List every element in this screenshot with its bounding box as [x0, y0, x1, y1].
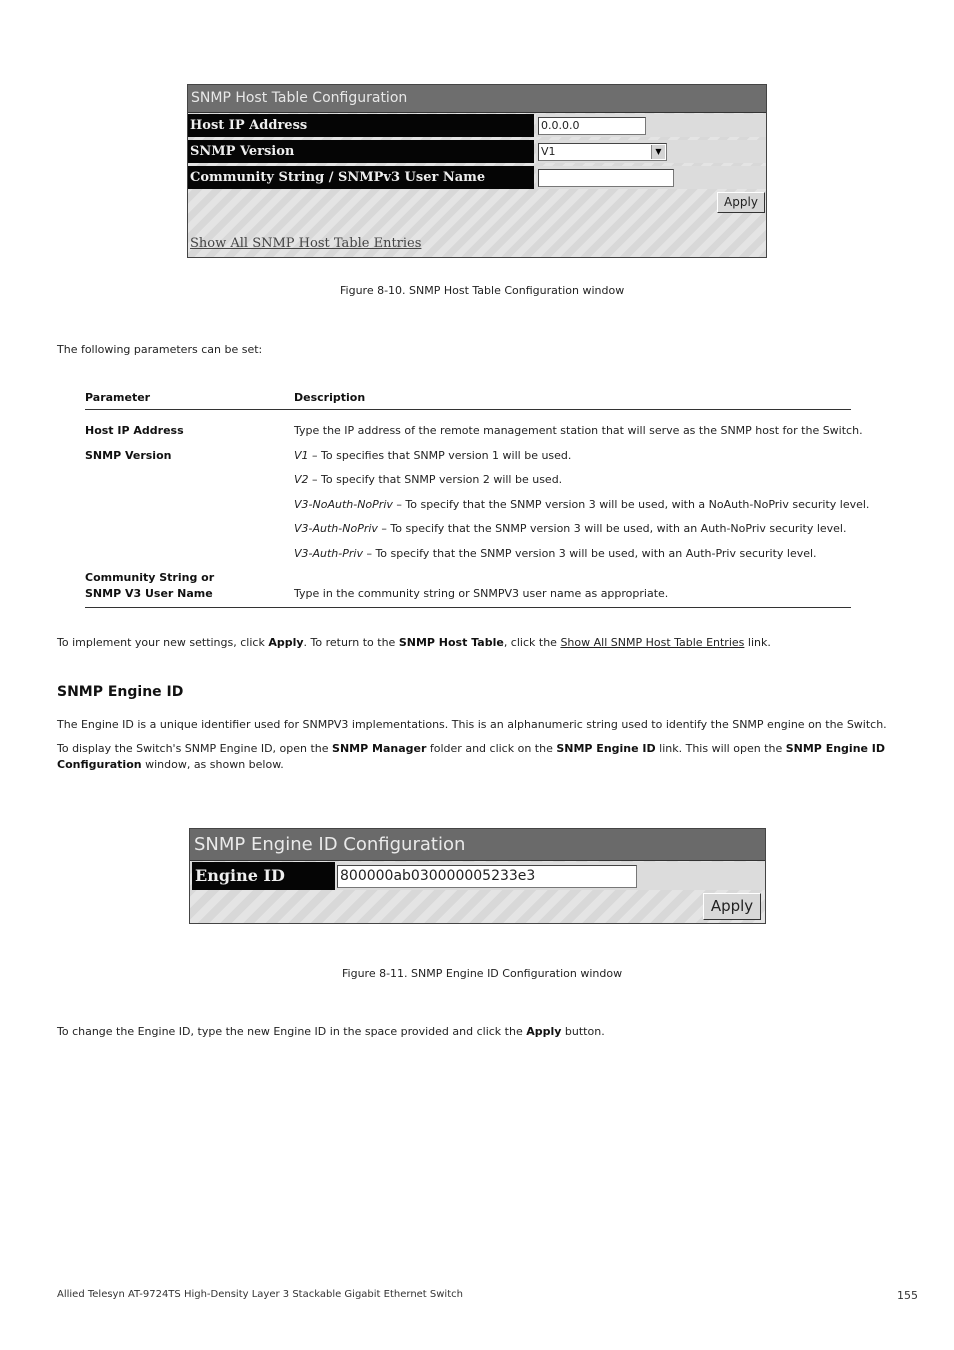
- footer-product: Allied Telesyn AT-9724TS High-Density Layer 3 Stackable Gigabit Ethernet Switch: [57, 1289, 463, 1300]
- param-host-ip: Host IP Address: [85, 424, 184, 437]
- bold-engine-id-config: SNMP Engine ID Configuration: [57, 742, 886, 771]
- window-title: SNMP Engine ID Configuration: [190, 829, 765, 861]
- desc-text: – To specify that the SNMP version 3 will be used, with an Auth-Priv security level.: [362, 547, 817, 560]
- desc-snmp-v1: [294, 449, 571, 462]
- chevron-down-icon[interactable]: ▼: [651, 145, 665, 159]
- term-v3-auth-nopriv: V3-Auth-NoPriv: [294, 522, 378, 535]
- term-v2: V2: [294, 473, 309, 486]
- param-community-line2: SNMP V3 User Name: [85, 587, 213, 600]
- snmp-version-selected: V1: [541, 145, 556, 158]
- snmp-host-table-window: [187, 84, 767, 258]
- term-v3-auth-priv: V3-Auth-Priv: [294, 547, 363, 560]
- desc-snmp-v3-auth-priv: [294, 547, 817, 560]
- table-bottom-rule: [85, 607, 851, 608]
- snmp-version-row: [188, 139, 766, 164]
- page-number: 155: [897, 1289, 918, 1302]
- section-heading: SNMP Engine ID: [57, 684, 184, 700]
- host-ip-row: [188, 113, 766, 138]
- intro-text: The following parameters can be set:: [57, 343, 263, 356]
- bold-apply: Apply: [268, 636, 304, 649]
- desc-snmp-v3-noauth: [294, 498, 869, 511]
- snmp-version-cell: [536, 140, 766, 163]
- snmp-version-select[interactable]: [538, 143, 667, 161]
- param-community: [85, 570, 214, 602]
- bold-snmp-manager: SNMP Manager: [332, 742, 427, 755]
- engine-paragraph-2: [57, 741, 897, 773]
- term-v3-noauth: V3-NoAuth-NoPriv: [294, 498, 393, 511]
- text-run: To implement your new settings, click: [57, 636, 269, 649]
- desc-snmp-v2: [294, 473, 562, 486]
- change-paragraph: [57, 1024, 897, 1040]
- desc-host-ip: Type the IP address of the remote management station that will serve as the SNMP host for the Switch.: [294, 424, 863, 437]
- text-run: . To return to the: [303, 636, 399, 649]
- apply-button[interactable]: Apply: [703, 893, 761, 920]
- text-run: link. This will open the: [655, 742, 786, 755]
- show-all-host-entries-link[interactable]: Show All SNMP Host Table Entries: [190, 236, 422, 251]
- bold-apply: Apply: [526, 1025, 562, 1038]
- engine-id-label: Engine ID: [192, 862, 335, 890]
- text-run: window, as shown below.: [141, 758, 284, 771]
- text-run: link.: [744, 636, 771, 649]
- bold-snmp-host-table: SNMP Host Table: [398, 636, 504, 649]
- figure2-caption: Figure 8-11. SNMP Engine ID Configuration window: [342, 967, 623, 980]
- window-title: SNMP Host Table Configuration: [188, 85, 766, 113]
- community-cell: [536, 166, 766, 189]
- snmp-version-label: SNMP Version: [188, 140, 534, 163]
- community-label: Community String / SNMPv3 User Name: [188, 166, 534, 189]
- desc-text: – To specify that the SNMP version 3 will be used, with an Auth-NoPriv security level.: [377, 522, 847, 535]
- engine-id-input[interactable]: 800000ab030000005233e3: [337, 865, 637, 888]
- desc-community: Type in the community string or SNMPV3 user name as appropriate.: [294, 587, 669, 600]
- snmp-engine-id-window: [189, 828, 766, 924]
- text-run: To change the Engine ID, type the new Engine ID in the space provided and click the: [57, 1025, 527, 1038]
- desc-text: – To specify that the SNMP version 3 will be used, with a NoAuth-NoPriv security level.: [392, 498, 870, 511]
- table-header-parameter: Parameter: [85, 391, 151, 404]
- param-snmp-version: SNMP Version: [85, 449, 172, 462]
- table-header-rule: [85, 409, 851, 410]
- engine-paragraph-1: The Engine ID is a unique identifier used for SNMPV3 implementations. This is an alphanumeric string used to identify the SNMP engine on the Switch.: [57, 718, 887, 731]
- apply-button[interactable]: Apply: [717, 192, 765, 213]
- implement-paragraph: [57, 635, 897, 651]
- desc-text: – To specify that SNMP version 2 will be used.: [308, 473, 563, 486]
- term-v1: V1: [294, 449, 309, 462]
- text-run: button.: [561, 1025, 605, 1038]
- community-input[interactable]: [538, 169, 674, 187]
- show-all-host-entries-text-link[interactable]: Show All SNMP Host Table Entries: [560, 636, 745, 649]
- engine-id-cell: [335, 862, 765, 890]
- desc-snmp-v3-auth-nopriv: [294, 522, 846, 535]
- table-header-description: Description: [294, 391, 366, 404]
- host-ip-cell: [536, 114, 766, 137]
- host-ip-input[interactable]: 0.0.0.0: [538, 117, 646, 135]
- community-row: [188, 165, 766, 190]
- param-community-line1: Community String or: [85, 571, 215, 584]
- desc-text: – To specifies that SNMP version 1 will be used.: [308, 449, 572, 462]
- text-run: To display the Switch's SNMP Engine ID, open the: [57, 742, 333, 755]
- figure1-caption: Figure 8-10. SNMP Host Table Configuration window: [340, 284, 625, 297]
- text-run: , click the: [503, 636, 561, 649]
- host-ip-label: Host IP Address: [188, 114, 534, 137]
- text-run: folder and click on the: [426, 742, 557, 755]
- bold-snmp-engine-id: SNMP Engine ID: [556, 742, 656, 755]
